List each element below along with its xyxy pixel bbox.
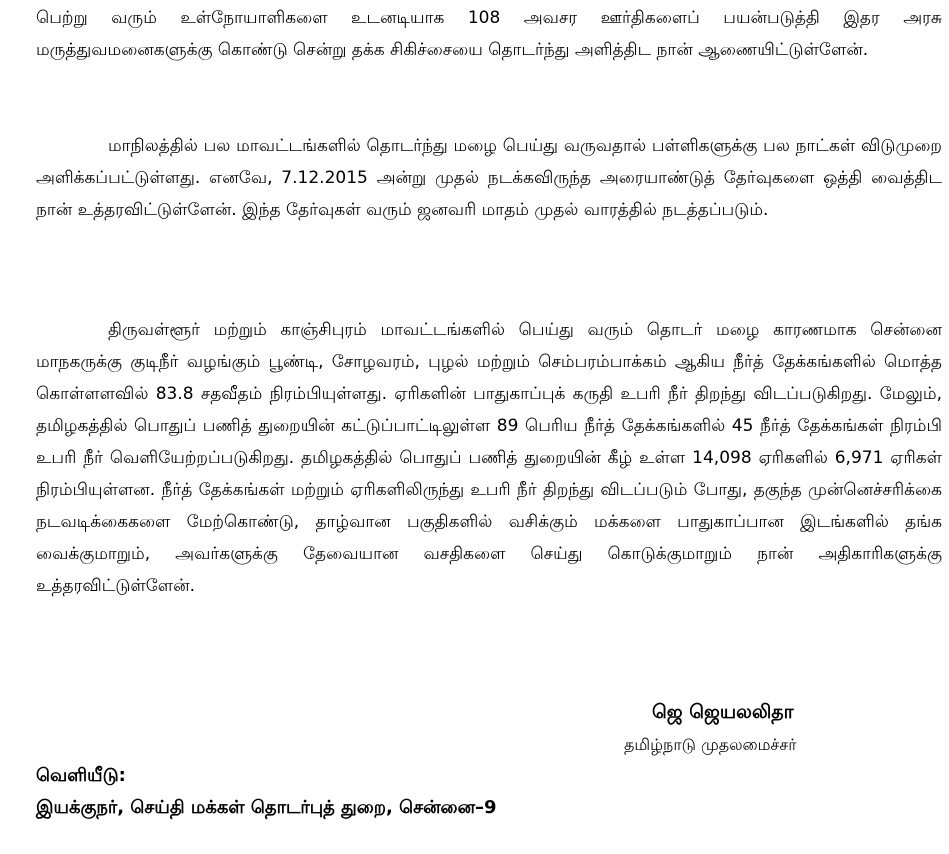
paragraph-text: பெற்று வரும் உள்நோயாளிகளை உடனடியாக 108 அவசர ஊர்திகளைப் பயன்படுத்தி இதர அரசு மருத்துவமனைகளுக்கு கொண்டு சென்று தக்க சிகிச்சையை தொடர்ந்து அளித்திட நான் ஆணையிட்டுள்ளேன். bbox=[36, 8, 942, 60]
paragraph-text: மாநிலத்தில் பல மாவட்டங்களில் தொடர்ந்து மழை பெய்து வருவதால் பள்ளிகளுக்கு பல நாட்கள் விடுமுறை அளிக்கப்பட்டுள்ளது. எனவே, 7.12.2015 அன்று முதல் நடக்கவிருந்த அரையாண்டுத் தேர்வுகளை ஒத்தி வைத்திட நான் உத்தரவிட்டுள்ளேன். இந்த தேர்வுகள் வரும் ஜனவரி மாதம் முதல் வாரத்தில் நடத்தப்படும். bbox=[36, 136, 942, 220]
release-label: வெளியீடு: bbox=[36, 765, 126, 786]
signature-name: ஜெ ஜெயலலிதா bbox=[652, 701, 794, 723]
paragraph-hospital-transfer bbox=[36, 2, 942, 66]
signature-title: தமிழ்நாடு முதலமைச்சர் bbox=[624, 735, 797, 754]
paragraph-text: திருவள்ளூர் மற்றும் காஞ்சிபுரம் மாவட்டங்களில் பெய்து வரும் தொடர் மழை காரணமாக சென்னை மாநகருக்கு குடிநீர் வழங்கும் பூண்டி, சோழவரம், புழல் மற்றும் செம்பரம்பாக்கம் ஆகிய நீர்த் தேக்கங்களில் மொத்த கொள்ளளவில் 83.8 சதவீதம் நிரம்பியுள்ளது. ஏரிகளின் பாதுகாப்புக் கருதி உபரி நீர் திறந்து விடப்படுகிறது. மேலும், தமிழகத்தில் பொதுப் பணித் துறையின் கட்டுப்பாட்டிலுள்ள 89 பெரிய நீர்த் தேக்கங்களில் 45 நீர்த் தேக்கங்கள் நிரம்பி உபரி நீர் வெளியேற்றப்படுகிறது. தமிழகத்தில் பொதுப் பணித் துறையின் கீழ் உள்ள 14,098 ஏரிகளில் 6,971 ஏரிகள் நிரம்பியுள்ளன. நீர்த் தேக்கங்கள் மற்றும் ஏரிகளிலிருந்து உபரி நீர் திறந்து விடப்படும் போது, தகுந்த முன்னெச்சரிக்கை நடவடிக்கைகளை மேற்கொண்டு, தாழ்வான பகுதிகளில் வசிக்கும் மக்களை பாதுகாப்பான இடங்களில் தங்க வைக்குமாறும், அவர்களுக்கு தேவையான வசதிகளை செய்து கொடுக்குமாறும் நான் அதிகாரிகளுக்கு உத்தரவிட்டுள்ளேன். bbox=[36, 320, 942, 596]
release-detail: இயக்குநர், செய்தி மக்கள் தொடர்புத் துறை, சென்னை–9 bbox=[36, 797, 497, 818]
paragraph-exam-postponement bbox=[36, 130, 942, 226]
paragraph-reservoir-status bbox=[36, 314, 942, 602]
